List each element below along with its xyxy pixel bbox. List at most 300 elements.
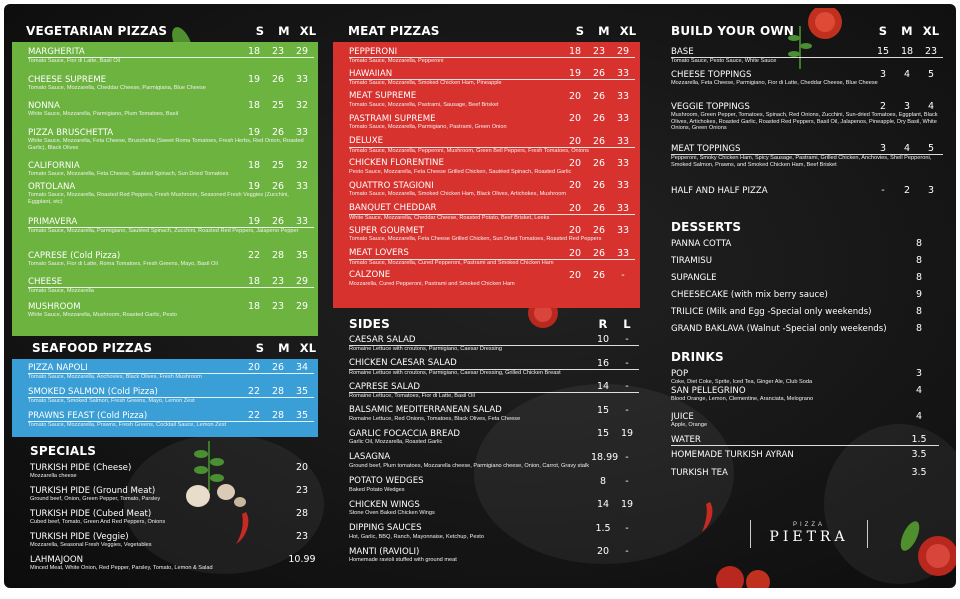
menu-item-price: 33 — [616, 135, 630, 147]
menu-item-name: CAPRESE SALAD — [349, 381, 421, 392]
menu-item-name: CAESAR SALAD — [349, 334, 416, 345]
menu-item-description: Tomato Sauce, Fior di Latte, Basil Oil — [28, 58, 121, 64]
size-xl-label: XL — [299, 24, 317, 38]
tomato-icon — [714, 564, 774, 588]
menu-item — [28, 410, 314, 434]
menu-item-price: 29 — [616, 46, 630, 57]
menu-item-row — [28, 386, 314, 398]
menu-item-name: CALIFORNIA — [28, 160, 80, 171]
menu-item-row — [28, 74, 314, 85]
menu-item-price: 26 — [271, 362, 285, 373]
menu-item-description: Romaine Lettuce, Tomatoes, Fior di Latte, Basil Oil — [349, 393, 475, 400]
menu-item-price: 20 — [568, 113, 582, 125]
menu-item-name: ORTOLANA — [28, 181, 76, 192]
menu-item-row — [349, 68, 635, 80]
menu-item-name: TURKISH PIDE (Ground Meat) — [30, 485, 156, 496]
menu-item-description: Mozzarella cheese — [30, 473, 77, 479]
menu-item-row — [30, 554, 320, 565]
menu-item-name: BANQUET CHEDDAR — [349, 203, 437, 214]
menu-item-row — [30, 462, 320, 473]
menu-item-row — [28, 181, 314, 192]
menu-item-description: Tomato Sauce, Mozzarella, Prawns, Fresh Greens, Cocktail Sauce, Lemon Zest — [28, 422, 227, 428]
menu-item-price: 18 — [247, 46, 261, 57]
menu-item-price: 4 — [903, 143, 911, 154]
menu-item-price: 20 — [568, 135, 582, 147]
menu-item-price: 18 — [900, 46, 914, 57]
menu-item-description: Mozzarella, Seasonal Fresh Veggies, Vegetables — [30, 542, 152, 548]
menu-item-name: MANTI (RAVIOLI) — [349, 546, 420, 557]
menu-item — [349, 452, 639, 476]
menu-item-price: 28 — [271, 250, 285, 261]
menu-item-price: 23 — [924, 46, 938, 57]
menu-item-price: 20 — [596, 546, 610, 558]
vegetarian-title: VEGETARIAN PIZZAS — [26, 24, 168, 38]
menu-item-description: Tomato Sauce, Mozzarella, Roasted Red Peppers, Fresh Mushroom, Seasoned Fresh Veggies (Zucchini, Eggplant, etc) — [28, 192, 289, 205]
size-l-label: L — [623, 317, 631, 331]
menu-item-price: 20 — [568, 225, 582, 237]
meat-list — [349, 46, 635, 292]
menu-item-name: CALZONE — [349, 270, 391, 281]
specials-header — [30, 444, 320, 458]
menu-item-description: White Sauce, Mozzarella, Mushroom, Roasted Garlic, Pesto — [28, 312, 177, 318]
menu-item-row — [671, 368, 939, 379]
menu-item-row — [349, 248, 635, 260]
menu-item — [28, 160, 314, 181]
menu-item-row — [349, 452, 639, 463]
menu-item-price: 2 — [903, 185, 911, 196]
menu-item-description: Apple, Orange — [671, 422, 708, 428]
menu-item-row — [28, 46, 314, 58]
menu-item-name: HALF AND HALF PIZZA — [671, 185, 768, 196]
menu-item-name: CHICKEN FLORENTINE — [349, 158, 444, 169]
menu-item-price: 20 — [568, 202, 582, 214]
menu-item-price: 26 — [592, 247, 606, 259]
menu-item-description: Tomato Sauce, Mozzarella, Cheddar Cheese, Parmigiana, Blue Cheese — [28, 85, 206, 91]
menu-item — [349, 68, 635, 90]
menu-item-row — [28, 100, 314, 111]
menu-item-row — [349, 546, 639, 557]
menu-item-row — [28, 276, 314, 288]
menu-item-price: 33 — [616, 202, 630, 214]
menu-item-price: 15 — [876, 46, 890, 57]
menu-item-description: Tomato Sauce, Mozzarella, Pepperoni — [349, 58, 444, 64]
menu-item-name: CAPRESE (Cold Pizza) — [28, 250, 121, 261]
menu-item — [349, 203, 635, 225]
menu-item-name: TURKISH PIDE (Cheese) — [30, 462, 132, 473]
menu-item-price: 20 — [568, 180, 582, 192]
menu-item-name: PEPPERONI — [349, 46, 398, 57]
menu-item-price: 33 — [616, 68, 630, 80]
menu-item-price: 8 — [915, 306, 923, 317]
menu-item — [28, 100, 314, 127]
menu-item-price: 26 — [271, 74, 285, 85]
menu-item-price: 35 — [295, 386, 309, 397]
menu-item-price: - — [881, 185, 885, 196]
menu-item-price: 26 — [592, 269, 606, 281]
menu-item-name: TIRAMISU — [671, 255, 712, 266]
menu-item-price: 29 — [295, 276, 309, 287]
menu-item-name: CHICKEN CAESAR SALAD — [349, 358, 457, 369]
menu-item-name: MEAT SUPREME — [349, 91, 417, 102]
menu-item-price: - — [625, 357, 629, 369]
menu-item-price: 4 — [915, 411, 923, 422]
vegetarian-list — [28, 46, 314, 327]
menu-item — [349, 225, 635, 247]
menu-item-row — [671, 185, 943, 196]
menu-item-row — [28, 410, 314, 422]
menu-item-price: 25 — [271, 160, 285, 171]
menu-item-description: Tomato Sauce, Mozzarella, Anchovies, Black Olives, Fresh Mushroom — [28, 374, 202, 380]
menu-item-price: - — [625, 475, 629, 487]
menu-item-price: 26 — [592, 135, 606, 147]
sides-title: SIDES — [349, 317, 390, 331]
menu-item-price: 23 — [295, 531, 309, 542]
menu-item-price: 8 — [915, 255, 923, 266]
menu-item-price: 33 — [616, 225, 630, 237]
menu-item — [28, 250, 314, 276]
size-s-label: S — [255, 24, 265, 38]
menu-item-name: MEAT LOVERS — [349, 248, 409, 259]
menu-item-price: 3.5 — [911, 449, 927, 460]
menu-item-row — [671, 411, 939, 422]
menu-item-name: QUATTRO STAGIONI — [349, 180, 434, 191]
menu-item-price: 15 — [596, 404, 610, 416]
menu-item-row — [349, 225, 635, 236]
size-m-label: M — [901, 24, 913, 38]
size-m-label: M — [278, 341, 290, 355]
menu-item-price: 19 — [247, 181, 261, 192]
menu-item-price: 33 — [616, 180, 630, 192]
menu-item-description: Tomato Sauce, Mozzarella, Pepperoni, Mushroom, Green Bell Peppers, Fresh Tomatoes, Onions — [349, 147, 589, 154]
menu-item-name: TRILICE (Milk and Egg -Special only weekends) — [671, 306, 872, 317]
basil-leaf-icon — [896, 516, 924, 556]
build-header — [671, 24, 943, 38]
menu-item-name: GRAND BAKLAVA (Walnut -Special only weekends) — [671, 323, 887, 334]
drinks-title: DRINKS — [671, 350, 724, 364]
menu-item-row — [671, 467, 939, 478]
menu-item-price: 3 — [915, 368, 923, 379]
menu-item-row — [28, 216, 314, 228]
menu-item-price: 8 — [915, 323, 923, 334]
menu-item-price: 19 — [247, 127, 261, 138]
menu-item-description: Tomato Sauce, Mozzarella, Feta Cheese Grilled Chicken, Sun Dried Tomatoes, Roasted Red Peppers — [349, 236, 602, 243]
menu-item — [30, 554, 320, 577]
menu-item — [349, 248, 635, 270]
menu-item-price: 29 — [295, 46, 309, 57]
menu-item-price: 33 — [616, 90, 630, 102]
vegetarian-header — [26, 24, 320, 38]
menu-item-price: 26 — [592, 68, 606, 80]
menu-item-name: PASTRAMI SUPREME — [349, 113, 436, 124]
sides-header — [349, 317, 639, 331]
menu-item-price: 19 — [620, 428, 634, 440]
menu-item-price: 14 — [596, 499, 610, 511]
menu-item-price: 22 — [247, 410, 261, 421]
menu-item-price: 33 — [295, 127, 309, 138]
menu-item-row — [349, 428, 639, 439]
menu-item-row — [28, 250, 314, 261]
drinks-header — [671, 350, 943, 364]
menu-item-name: PANNA COTTA — [671, 238, 732, 249]
menu-item-row — [671, 46, 943, 58]
menu-item-row — [349, 381, 639, 393]
menu-item — [30, 485, 320, 508]
menu-item-price: 23 — [271, 301, 285, 312]
menu-item-row — [671, 101, 943, 112]
menu-item-name: DIPPING SAUCES — [349, 523, 422, 534]
menu-item-price: 4 — [903, 69, 911, 80]
size-s-label: S — [575, 24, 585, 38]
menu-item-description: Ground beef, Onion, Green Pepper, Tomato, Parsley — [30, 496, 161, 502]
menu-item-name: JUICE — [671, 411, 694, 422]
menu-item-description: Tomato Sauce, Mozzarella, Smoked Chicken Ham, Black Olives, Artichokes, Mushroom — [349, 191, 566, 198]
menu-item-name: HOMEMADE TURKISH AYRAN — [671, 449, 794, 460]
menu-item-price: 26 — [592, 225, 606, 237]
menu-item-price: 2 — [879, 101, 887, 112]
build-title: BUILD YOUR OWN — [671, 24, 795, 38]
logo-title: PIETRA — [769, 529, 849, 545]
menu-item — [28, 301, 314, 327]
menu-item-price: 19 — [247, 74, 261, 85]
menu-item-price: 34 — [295, 362, 309, 373]
menu-item-price: 20 — [568, 269, 582, 281]
menu-item-price: 18 — [247, 100, 261, 111]
menu-item-name: POTATO WEDGES — [349, 476, 424, 487]
menu-item-description: Tomato Sauce, Mozzarella, Parmigiano, Pastrami, Green Onion — [349, 124, 507, 131]
menu-item — [671, 238, 939, 255]
menu-item-row — [28, 301, 314, 312]
menu-item-row — [30, 485, 320, 496]
menu-item-description: Tomato Sauce, Pesto Sauce, White Sauce — [671, 58, 777, 64]
menu-item-price: 3 — [927, 185, 935, 196]
menu-item-description: Pepperoni, Smoky Chicken Ham, Spicy Sausage, Pastrami, Grilled Chicken, Anchovies, Shell Pepperoni, Smoked Salmon, Prawns, and Smoked Chicken Ham, Beef Brisket — [671, 155, 932, 168]
menu-item-price: 19 — [620, 499, 634, 511]
menu-item-name: BALSAMIC MEDITERRANEAN SALAD — [349, 405, 502, 416]
menu-item-price: - — [625, 522, 629, 534]
menu-item-row — [28, 127, 314, 138]
menu-item-price: 32 — [295, 160, 309, 171]
menu-item — [671, 467, 939, 485]
menu-item-price: 10 — [596, 334, 610, 345]
menu-item-description: Tomato Sauce, Mozzarella, Pastrami, Sausage, Beef Brisket — [349, 101, 499, 108]
menu-item — [349, 113, 635, 135]
menu-item-description: Romaine Lettuce with croutons, Parmigiano, Caesar Dressing, Grilled Chicken Breast — [349, 369, 561, 376]
menu-item-description: Coke, Diet Coke, Sprite, Iced Tea, Ginger Ale, Club Soda — [671, 379, 813, 385]
menu-item — [349, 546, 639, 570]
menu-item-price: 3 — [879, 143, 887, 154]
menu-item-row — [349, 523, 639, 534]
menu-item-row — [671, 449, 939, 460]
menu-item-price: 25 — [271, 100, 285, 111]
menu-item-price: - — [625, 334, 629, 345]
menu-item-price: 23 — [592, 46, 606, 57]
menu-item-row — [671, 306, 939, 317]
menu-item-row — [349, 180, 635, 191]
menu-item — [349, 381, 639, 405]
menu-item-row — [671, 272, 939, 283]
menu-item-row — [671, 255, 939, 266]
menu-item-price: 19 — [247, 216, 261, 227]
specials-list — [30, 462, 320, 577]
menu-item-description: Pesto Sauce, Mozzarella, Feta Cheese Grilled Chicken, Sautéed Spinach, Roasted Garlic — [349, 168, 572, 175]
menu-item-description: White Sauce, Mozzarella, Cheddar Cheese, Roasted Potato, Beef Brisket, Leeks — [349, 214, 550, 221]
menu-item-price: 22 — [247, 250, 261, 261]
menu-item-price: 18 — [568, 46, 582, 57]
menu-item-name: MUSHROOM — [28, 301, 81, 312]
menu-item — [349, 270, 635, 292]
menu-item-description: White Sauce, Mozzarella, Feta Cheese, Bruschetta (Sweet Roma Tomatoes, Fresh Herbs, Red Onion, Roasted Garlic), Black Olives — [28, 138, 304, 151]
menu-item-price: 10.99 — [288, 554, 316, 565]
menu-item-price: 20 — [295, 462, 309, 473]
menu-item-description: Hot, Garlic, BBQ, Ranch, Mayonnaise, Ketchup, Pesto — [349, 533, 484, 540]
menu-item-name: SAN PELLEGRINO — [671, 385, 746, 396]
menu-item-name: MARGHERITA — [28, 46, 85, 57]
menu-item-row — [671, 385, 939, 396]
menu-item-description: Mozzarella, Feta Cheese, Parmigiano, Fior di Latte, Cheddar Cheese, Blue Cheese — [671, 80, 878, 86]
size-m-label: M — [278, 24, 290, 38]
menu-item — [671, 143, 943, 185]
menu-item — [28, 74, 314, 100]
menu-item-price: 22 — [247, 386, 261, 397]
menu-item — [671, 306, 939, 323]
size-xl-label: XL — [619, 24, 637, 38]
menu-item-row — [28, 160, 314, 171]
menu-item-row — [349, 113, 635, 124]
menu-item-description: Ground beef, Plum tomatoes, Mozzarella cheese, Parmigiano cheese, Onion, Carrot, Gravy stalk — [349, 462, 590, 469]
menu-item-row — [349, 91, 635, 102]
desserts-header — [671, 220, 943, 234]
menu-item-description: Blood Orange, Lemon, Clementine, Aranciata, Melograno — [671, 396, 814, 402]
menu-item — [28, 46, 314, 74]
menu-item-price: 33 — [616, 157, 630, 169]
menu-item-name: SMOKED SALMON (Cold Pizza) — [28, 386, 158, 397]
menu-item-row — [349, 334, 639, 346]
menu-item-price: 33 — [295, 216, 309, 227]
menu-item-name: PIZZA NAPOLI — [28, 362, 88, 373]
menu-item-name: HAWAIIAN — [349, 68, 393, 79]
menu-item-row — [349, 270, 635, 281]
menu-item-name: CHEESE — [28, 276, 63, 287]
size-xl-label: XL — [922, 24, 940, 38]
menu-item-price: 8 — [915, 238, 923, 249]
build-list — [671, 46, 943, 205]
menu-item — [671, 289, 939, 306]
menu-item — [671, 368, 939, 385]
menu-item-description: Mushroom, Green Pepper, Tomatoes, Spinach, Red Onions, Zucchini, Sun-dried Tomatoes, Eggplant, Black Olives, Artichokes, Roasted Garlic, Roasted Red Peppers, Basil Oil, Jalapenos, Pineapple, Dry Basil, White Onions, Green Onions — [671, 112, 938, 132]
menu-item-description: Tomato Sauce, Mozzarella, Smoked Chicken Ham, Pineapple — [349, 80, 502, 87]
menu-item-price: 33 — [616, 247, 630, 259]
menu-item-price: 28 — [271, 386, 285, 397]
menu-item-row — [671, 69, 943, 80]
size-m-label: M — [598, 24, 610, 38]
menu-item — [671, 323, 939, 340]
menu-item-price: 26 — [271, 216, 285, 227]
pizza-pietra-logo — [750, 520, 868, 548]
menu-item-price: 33 — [616, 113, 630, 125]
menu-item-row — [28, 362, 314, 374]
menu-item — [28, 276, 314, 301]
menu-item-description: Stone Oven Baked Chicken Wings — [349, 510, 435, 517]
seafood-header — [32, 341, 320, 355]
menu-item — [349, 334, 639, 358]
menu-item-description: Tomato Sauce, Mozzarella — [28, 288, 94, 294]
menu-item-price: - — [625, 451, 629, 463]
meat-header — [348, 24, 640, 38]
menu-item-description: Romaine Lettuce with croutons, Parmigiano, Caesar Dressing — [349, 346, 502, 352]
menu-item-description: Romaine Lettuce, Red Onions, Tomatoes, Black Olives, Feta Cheese — [349, 415, 521, 422]
menu-item-row — [671, 289, 939, 300]
menu-item-name: LAHMAJOON — [30, 554, 84, 565]
menu-item-price: 14 — [596, 381, 610, 393]
menu-item-description: Tomato Sauce, Smoked Salmon, Fresh Greens, Mayo, Lemon Zest — [28, 398, 195, 404]
specials-title: SPECIALS — [30, 444, 97, 458]
menu-item-price: 18.99 — [591, 451, 619, 463]
menu-item-price: 15 — [596, 428, 610, 440]
size-s-label: S — [255, 341, 265, 355]
menu-item-price: 20 — [568, 247, 582, 259]
menu-item — [28, 362, 314, 386]
menu-item-row — [671, 143, 943, 155]
menu-item-price: - — [625, 404, 629, 416]
menu-item-price: 19 — [568, 68, 582, 80]
menu-item — [671, 185, 943, 205]
logo-subtitle: PIZZA — [792, 522, 825, 528]
menu-item-price: 32 — [295, 100, 309, 111]
menu-item-description: Tomato Sauce, Fior di Latte, Roma Tomatoes, Fresh Greens, Mayo, Basil Oil — [28, 261, 218, 267]
menu-item-price: 26 — [592, 157, 606, 169]
menu-item-price: - — [625, 546, 629, 558]
menu-item-name: VEGGIE TOPPINGS — [671, 101, 750, 112]
menu-item-price: 29 — [295, 301, 309, 312]
menu-item-description: Tomato Sauce, Mozzarella, Parmigiano, Sautéed Spinach, Zucchini, Roasted Red Peppers, Jalapeno Pepper — [28, 228, 299, 234]
menu-item — [349, 136, 635, 158]
menu-item — [671, 101, 943, 143]
menu-item — [671, 411, 939, 434]
size-s-label: S — [878, 24, 888, 38]
menu-item-description: Tomato Sauce, Mozzarella, Feta Cheese, Sautéed Spinach, Sun Dried Tomatoes — [28, 171, 229, 177]
menu-item-price: 1.5 — [911, 434, 927, 445]
menu-item — [349, 499, 639, 523]
menu-item-price: 33 — [295, 181, 309, 192]
menu-item-row — [349, 158, 635, 169]
menu-item-name: BASE — [671, 46, 694, 57]
menu-item-price: 26 — [271, 127, 285, 138]
menu-item — [28, 386, 314, 410]
menu-item-price: 3 — [903, 101, 911, 112]
menu-item-price: 35 — [295, 250, 309, 261]
menu-item-name: PIZZA BRUSCHETTA — [28, 127, 114, 138]
size-xl-label: XL — [299, 341, 317, 355]
menu-board — [4, 4, 956, 588]
menu-item — [671, 272, 939, 289]
size-r-label: R — [598, 317, 608, 331]
menu-item-name: POP — [671, 368, 689, 379]
menu-item-name: TURKISH PIDE (Cubed Meat) — [30, 508, 152, 519]
menu-item-price: - — [625, 381, 629, 393]
menu-item-row — [349, 405, 639, 416]
menu-item-name: PRIMAVERA — [28, 216, 78, 227]
menu-item-name: DELUXE — [349, 136, 384, 147]
menu-item-price: 3.5 — [911, 467, 927, 478]
menu-item-row — [349, 136, 635, 148]
menu-item-price: 1.5 — [595, 522, 611, 534]
menu-item — [671, 255, 939, 272]
menu-item-description: Minced Meat, White Onion, Red Pepper, Parsley, Tomato, Lemon & Salad — [30, 565, 213, 571]
menu-item-name: CHICKEN WINGS — [349, 499, 420, 510]
menu-item-price: 16 — [596, 357, 610, 369]
menu-item-price: 18 — [247, 301, 261, 312]
menu-item-price: 23 — [271, 276, 285, 287]
